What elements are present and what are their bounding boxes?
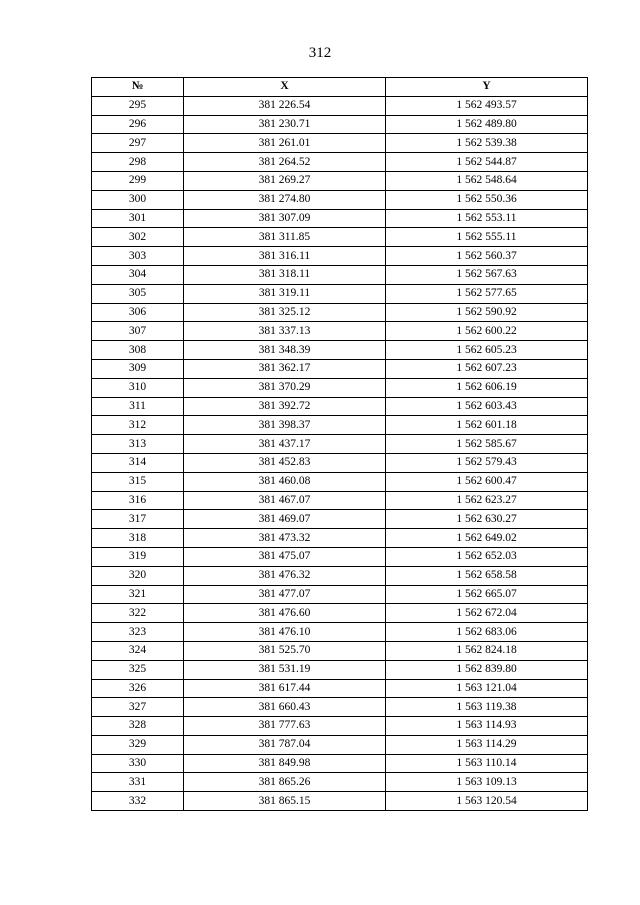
cell-y: 1 562 839.80 (386, 660, 588, 679)
cell-x: 381 476.10 (184, 623, 386, 642)
cell-number: 315 (92, 472, 184, 491)
table-row (92, 604, 588, 623)
cell-x: 381 318.11 (184, 265, 386, 284)
cell-number: 320 (92, 566, 184, 585)
cell-x: 381 469.07 (184, 510, 386, 529)
page-number: 312 (308, 45, 332, 61)
cell-y: 1 563 121.04 (386, 679, 588, 698)
table-row (92, 698, 588, 717)
cell-y: 1 562 579.43 (386, 453, 588, 472)
table-row (92, 792, 588, 811)
cell-x: 381 325.12 (184, 303, 386, 322)
table-row (92, 247, 588, 266)
cell-y: 1 562 652.03 (386, 547, 588, 566)
cell-y: 1 562 555.11 (386, 228, 588, 247)
table-row (92, 566, 588, 585)
cell-x: 381 787.04 (184, 735, 386, 754)
table-row (92, 134, 588, 153)
cell-y: 1 562 585.67 (386, 435, 588, 454)
cell-number: 303 (92, 247, 184, 266)
cell-number: 330 (92, 754, 184, 773)
cell-number: 296 (92, 115, 184, 134)
cell-y: 1 562 605.23 (386, 341, 588, 360)
cell-x: 381 316.11 (184, 247, 386, 266)
cell-x: 381 460.08 (184, 472, 386, 491)
header-number: № (92, 78, 184, 97)
cell-number: 329 (92, 735, 184, 754)
cell-number: 302 (92, 228, 184, 247)
cell-x: 381 467.07 (184, 491, 386, 510)
cell-x: 381 398.37 (184, 416, 386, 435)
cell-x: 381 865.15 (184, 792, 386, 811)
table-row (92, 416, 588, 435)
cell-number: 318 (92, 529, 184, 548)
cell-number: 301 (92, 209, 184, 228)
cell-number: 313 (92, 435, 184, 454)
cell-y: 1 562 672.04 (386, 604, 588, 623)
table-row (92, 453, 588, 472)
cell-y: 1 562 600.22 (386, 322, 588, 341)
table-row (92, 397, 588, 416)
cell-x: 381 777.63 (184, 717, 386, 736)
table-row (92, 735, 588, 754)
cell-number: 297 (92, 134, 184, 153)
cell-number: 317 (92, 510, 184, 529)
table-row (92, 303, 588, 322)
cell-y: 1 563 110.14 (386, 754, 588, 773)
cell-y: 1 562 548.64 (386, 171, 588, 190)
cell-x: 381 437.17 (184, 435, 386, 454)
cell-x: 381 617.44 (184, 679, 386, 698)
table-row (92, 153, 588, 172)
table-row (92, 679, 588, 698)
cell-number: 324 (92, 641, 184, 660)
cell-x: 381 476.32 (184, 566, 386, 585)
cell-y: 1 562 683.06 (386, 623, 588, 642)
cell-y: 1 562 600.47 (386, 472, 588, 491)
cell-number: 332 (92, 792, 184, 811)
cell-x: 381 392.72 (184, 397, 386, 416)
cell-number: 295 (92, 96, 184, 115)
cell-x: 381 226.54 (184, 96, 386, 115)
cell-y: 1 563 114.29 (386, 735, 588, 754)
cell-y: 1 562 665.07 (386, 585, 588, 604)
table-row (92, 171, 588, 190)
cell-x: 381 311.85 (184, 228, 386, 247)
cell-number: 327 (92, 698, 184, 717)
cell-x: 381 849.98 (184, 754, 386, 773)
table-row (92, 322, 588, 341)
cell-number: 307 (92, 322, 184, 341)
cell-number: 312 (92, 416, 184, 435)
cell-number: 306 (92, 303, 184, 322)
cell-number: 326 (92, 679, 184, 698)
cell-x: 381 264.52 (184, 153, 386, 172)
cell-x: 381 531.19 (184, 660, 386, 679)
cell-y: 1 562 560.37 (386, 247, 588, 266)
table-row (92, 773, 588, 792)
cell-x: 381 337.13 (184, 322, 386, 341)
cell-y: 1 563 120.54 (386, 792, 588, 811)
cell-y: 1 562 550.36 (386, 190, 588, 209)
header-y: Y (386, 78, 588, 97)
table-row (92, 754, 588, 773)
cell-y: 1 562 603.43 (386, 397, 588, 416)
cell-y: 1 562 658.58 (386, 566, 588, 585)
cell-number: 323 (92, 623, 184, 642)
cell-x: 381 269.27 (184, 171, 386, 190)
cell-y: 1 563 109.13 (386, 773, 588, 792)
table-row (92, 265, 588, 284)
coordinates-table (91, 77, 588, 811)
cell-y: 1 562 577.65 (386, 284, 588, 303)
cell-y: 1 562 590.92 (386, 303, 588, 322)
cell-y: 1 562 567.63 (386, 265, 588, 284)
cell-x: 381 473.32 (184, 529, 386, 548)
cell-x: 381 477.07 (184, 585, 386, 604)
cell-x: 381 261.01 (184, 134, 386, 153)
cell-number: 314 (92, 453, 184, 472)
cell-x: 381 362.17 (184, 359, 386, 378)
table-row (92, 284, 588, 303)
cell-x: 381 307.09 (184, 209, 386, 228)
cell-number: 325 (92, 660, 184, 679)
table-row (92, 491, 588, 510)
cell-number: 308 (92, 341, 184, 360)
cell-y: 1 563 119.38 (386, 698, 588, 717)
cell-y: 1 562 544.87 (386, 153, 588, 172)
table-row (92, 510, 588, 529)
cell-y: 1 562 489.80 (386, 115, 588, 134)
cell-y: 1 562 623.27 (386, 491, 588, 510)
cell-number: 299 (92, 171, 184, 190)
cell-y: 1 562 606.19 (386, 378, 588, 397)
cell-number: 304 (92, 265, 184, 284)
cell-x: 381 230.71 (184, 115, 386, 134)
table-row (92, 660, 588, 679)
table-row (92, 472, 588, 491)
cell-x: 381 319.11 (184, 284, 386, 303)
table-row (92, 115, 588, 134)
cell-number: 322 (92, 604, 184, 623)
table-body (92, 96, 588, 810)
cell-x: 381 348.39 (184, 341, 386, 360)
table-row (92, 359, 588, 378)
table-row (92, 209, 588, 228)
cell-y: 1 562 553.11 (386, 209, 588, 228)
cell-y: 1 562 649.02 (386, 529, 588, 548)
cell-y: 1 562 607.23 (386, 359, 588, 378)
table-row (92, 341, 588, 360)
cell-x: 381 865.26 (184, 773, 386, 792)
table-row (92, 641, 588, 660)
cell-number: 316 (92, 491, 184, 510)
table-row (92, 547, 588, 566)
cell-number: 331 (92, 773, 184, 792)
header-x: X (184, 78, 386, 97)
cell-x: 381 660.43 (184, 698, 386, 717)
cell-y: 1 562 824.18 (386, 641, 588, 660)
cell-x: 381 274.80 (184, 190, 386, 209)
cell-number: 311 (92, 397, 184, 416)
cell-y: 1 562 601.18 (386, 416, 588, 435)
cell-x: 381 370.29 (184, 378, 386, 397)
cell-x: 381 525.70 (184, 641, 386, 660)
cell-y: 1 562 630.27 (386, 510, 588, 529)
table-row (92, 378, 588, 397)
cell-number: 328 (92, 717, 184, 736)
table-header-row (92, 78, 588, 97)
cell-x: 381 476.60 (184, 604, 386, 623)
cell-y: 1 562 539.38 (386, 134, 588, 153)
cell-number: 310 (92, 378, 184, 397)
cell-number: 298 (92, 153, 184, 172)
cell-y: 1 562 493.57 (386, 96, 588, 115)
cell-number: 321 (92, 585, 184, 604)
cell-number: 300 (92, 190, 184, 209)
cell-number: 319 (92, 547, 184, 566)
cell-number: 309 (92, 359, 184, 378)
cell-y: 1 563 114.93 (386, 717, 588, 736)
cell-number: 305 (92, 284, 184, 303)
table-row (92, 96, 588, 115)
cell-x: 381 475.07 (184, 547, 386, 566)
table-row (92, 190, 588, 209)
table-row (92, 717, 588, 736)
table-row (92, 228, 588, 247)
table-row (92, 435, 588, 454)
table-row (92, 529, 588, 548)
table-row (92, 585, 588, 604)
cell-x: 381 452.83 (184, 453, 386, 472)
table-row (92, 623, 588, 642)
